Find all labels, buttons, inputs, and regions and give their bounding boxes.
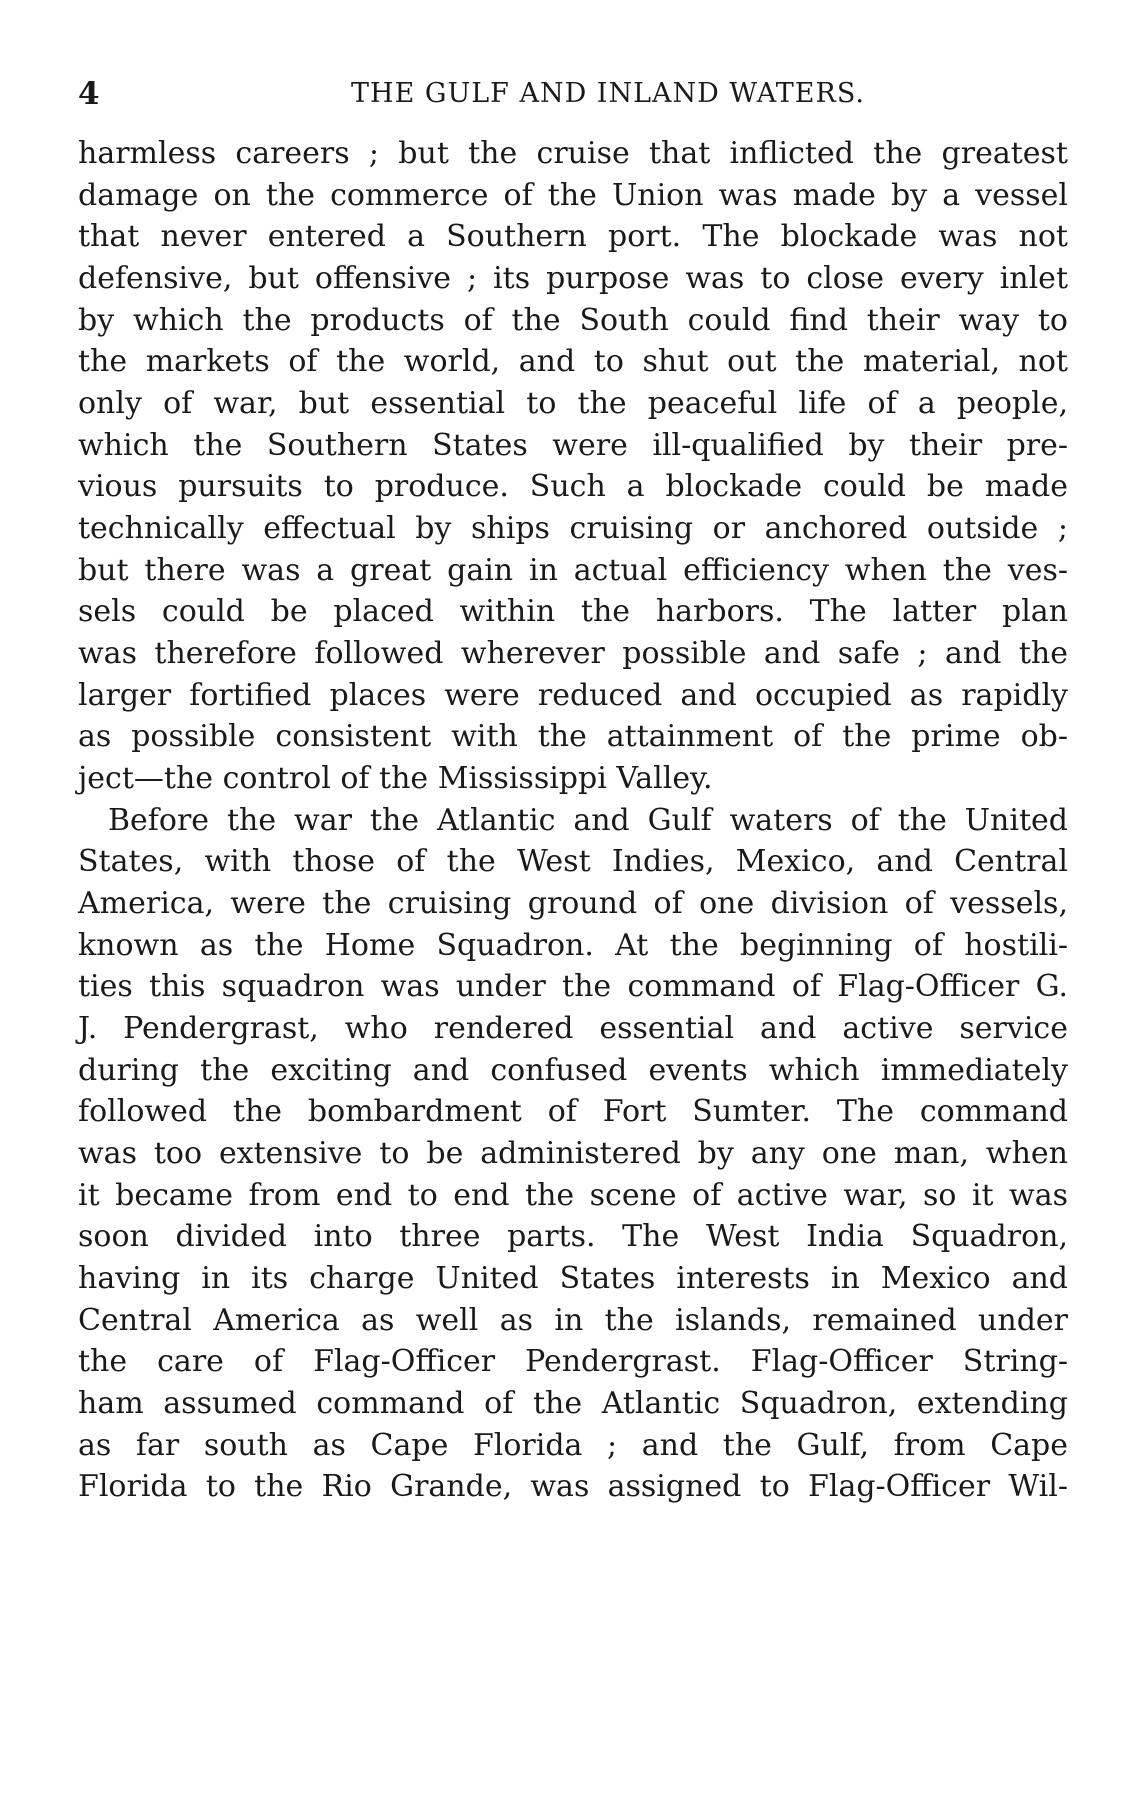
text-line: technically effectual by ships cruising or anchored outside ;	[78, 511, 1068, 546]
text-line: States, with those of the West Indies, Mexico, and Central	[78, 844, 1068, 879]
text-line: as far south as Cape Florida ; and the Gulf, from Cape	[78, 1428, 1068, 1463]
text-line: having in its charge United States interests in Mexico and	[78, 1261, 1068, 1296]
text-line: ject—the control of the Mississippi Valley.	[78, 761, 713, 796]
text-line: which the Southern States were ill-qualified by their pre-	[78, 428, 1068, 463]
text-line: ties this squadron was under the command of Flag-Officer G.	[78, 969, 1068, 1004]
text-line: only of war, but essential to the peaceful life of a people,	[78, 386, 1068, 421]
text-line: the care of Flag-Officer Pendergrast. Flag-Officer String-	[78, 1344, 1068, 1379]
text-line: damage on the commerce of the Union was made by a vessel	[78, 178, 1068, 213]
running-title: THE GULF AND INLAND WATERS.	[351, 78, 865, 109]
text-line: was therefore followed wherever possible and safe ; and the	[78, 636, 1068, 671]
text-line: America, were the cruising ground of one division of vessels,	[78, 886, 1068, 921]
text-line: Before the war the Atlantic and Gulf waters of the United	[108, 803, 1068, 838]
text-line: as possible consistent with the attainment of the prime ob-	[78, 719, 1068, 754]
text-line: during the exciting and confused events which immediately	[78, 1053, 1068, 1088]
text-line: defensive, but offensive ; its purpose was to close every inlet	[78, 261, 1068, 296]
text-line: by which the products of the South could find their way to	[78, 303, 1068, 338]
text-line: Central America as well as in the islands, remained under	[78, 1303, 1068, 1338]
text-line: followed the bombardment of Fort Sumter. The command	[78, 1094, 1068, 1129]
text-line: harmless careers ; but the cruise that inflicted the greatest	[78, 136, 1068, 171]
page-number: 4	[78, 76, 100, 112]
text-line: sels could be placed within the harbors. The latter plan	[78, 594, 1068, 629]
text-line: vious pursuits to produce. Such a blockade could be made	[78, 469, 1068, 504]
text-line: larger fortified places were reduced and occupied as rapidly	[78, 678, 1068, 713]
text-line: was too extensive to be administered by any one man, when	[78, 1136, 1068, 1171]
text-line: J. Pendergrast, who rendered essential and active service	[78, 1011, 1068, 1046]
text-line: Florida to the Rio Grande, was assigned to Flag-Officer Wil-	[78, 1469, 1068, 1504]
text-line: that never entered a Southern port. The blockade was not	[78, 219, 1068, 254]
page-header	[78, 76, 1068, 116]
text-line: ham assumed command of the Atlantic Squadron, extending	[78, 1386, 1068, 1421]
text-line: the markets of the world, and to shut out the material, not	[78, 344, 1068, 379]
text-line: soon divided into three parts. The West India Squadron,	[78, 1219, 1068, 1254]
text-line: it became from end to end the scene of active war, so it was	[78, 1178, 1068, 1213]
text-line: but there was a great gain in actual efficiency when the ves-	[78, 553, 1068, 588]
text-line: known as the Home Squadron. At the beginning of hostili-	[78, 928, 1068, 963]
